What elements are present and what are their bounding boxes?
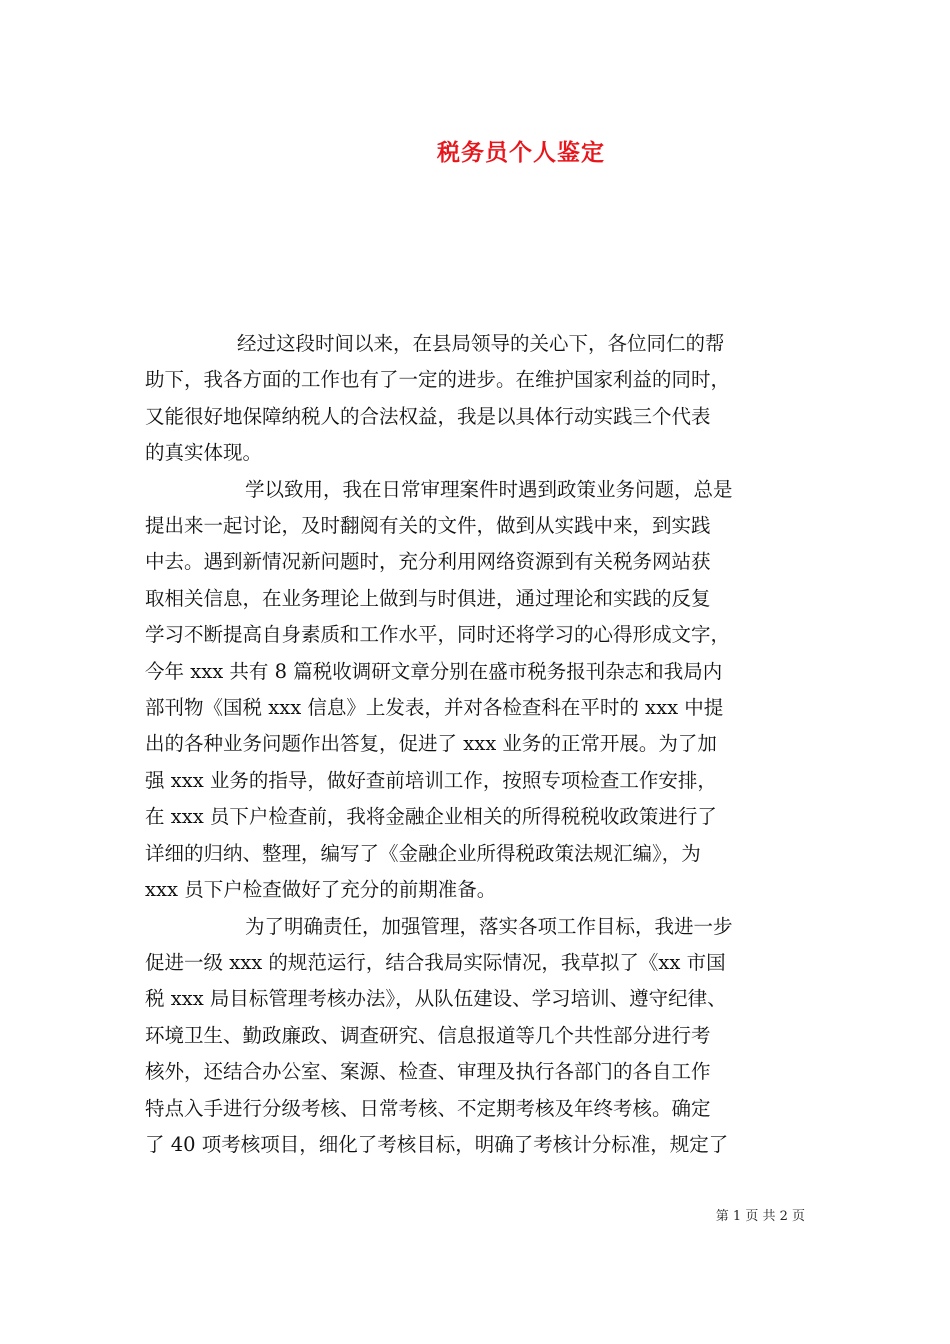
- paragraph-line: 了 40 项考核项目，细化了考核目标，明确了考核计分标准，规定了: [145, 1132, 729, 1156]
- document-body: [145, 326, 815, 1163]
- paragraph-3: [145, 909, 815, 1164]
- paragraph-line: 取相关信息，在业务理论上做到与时俱进，通过理论和实践的反复: [145, 586, 711, 610]
- paragraph-line: 经过这段时间以来，在县局领导的关心下，各位同仁的帮: [237, 332, 725, 355]
- paragraph-line: xxx 员下户检查做好了充分的前期准备。: [145, 878, 497, 902]
- page-number: 第 1 页 共 2 页: [715, 1209, 805, 1224]
- paragraph-line: 学习不断提高自身素质和工作水平，同时还将学习的心得形成文字，: [145, 623, 731, 647]
- paragraph-line: 提出来一起讨论，及时翻阅有关的文件，做到从实践中来，到实践: [145, 514, 711, 538]
- paragraph-1: [145, 326, 815, 472]
- paragraph-line: 今年 xxx 共有 8 篇税收调研文章分别在盛市税务报刊杂志和我局内: [145, 659, 723, 683]
- paragraph-line: 强 xxx 业务的指导，做好查前培训工作，按照专项检查工作安排，: [145, 768, 717, 792]
- paragraph-2: [145, 472, 815, 909]
- paragraph-line: 环境卫生、勤政廉政、调查研究、信息报道等几个共性部分进行考: [145, 1023, 711, 1047]
- paragraph-line: 出的各种业务问题作出答复，促进了 xxx 业务的正常开展。为了加: [145, 732, 717, 756]
- paragraph-line: 助下，我各方面的工作也有了一定的进步。在维护国家利益的同时，: [145, 368, 731, 392]
- paragraph-line: 在 xxx 员下户检查前，我将金融企业相关的所得税税收政策进行了: [145, 805, 717, 829]
- paragraph-line: 又能很好地保障纳税人的合法权益，我是以具体行动实践三个代表: [145, 404, 711, 428]
- paragraph-line: 核外，还结合办公室、案源、检查、审理及执行各部门的各自工作: [145, 1060, 711, 1084]
- paragraph-line: 部刊物《国税 xxx 信息》上发表，并对各检查科在平时的 xxx 中提: [145, 696, 724, 720]
- paragraph-line: 促进一级 xxx 的规范运行，结合我局实际情况，我草拟了《xx 市国: [145, 950, 726, 974]
- paragraph-line: 详细的归纳、整理，编写了《金融企业所得税政策法规汇编》，为: [145, 841, 701, 865]
- paragraph-line: 特点入手进行分级考核、日常考核、不定期考核及年终考核。确定: [145, 1096, 711, 1120]
- paragraph-line: 中去。遇到新情况新问题时，充分利用网络资源到有关税务网站获: [145, 550, 711, 574]
- paragraph-line: 税 xxx 局目标管理考核办法》，从队伍建设、学习培训、遵守纪律、: [145, 987, 727, 1011]
- paragraph-line: 为了明确责任，加强管理，落实各项工作目标，我进一步: [245, 914, 733, 938]
- paragraph-line: 学以致用，我在日常审理案件时遇到政策业务问题，总是: [245, 477, 733, 501]
- paragraph-line: 的真实体现。: [145, 441, 263, 465]
- document-title: 税务员个人鉴定: [437, 139, 605, 166]
